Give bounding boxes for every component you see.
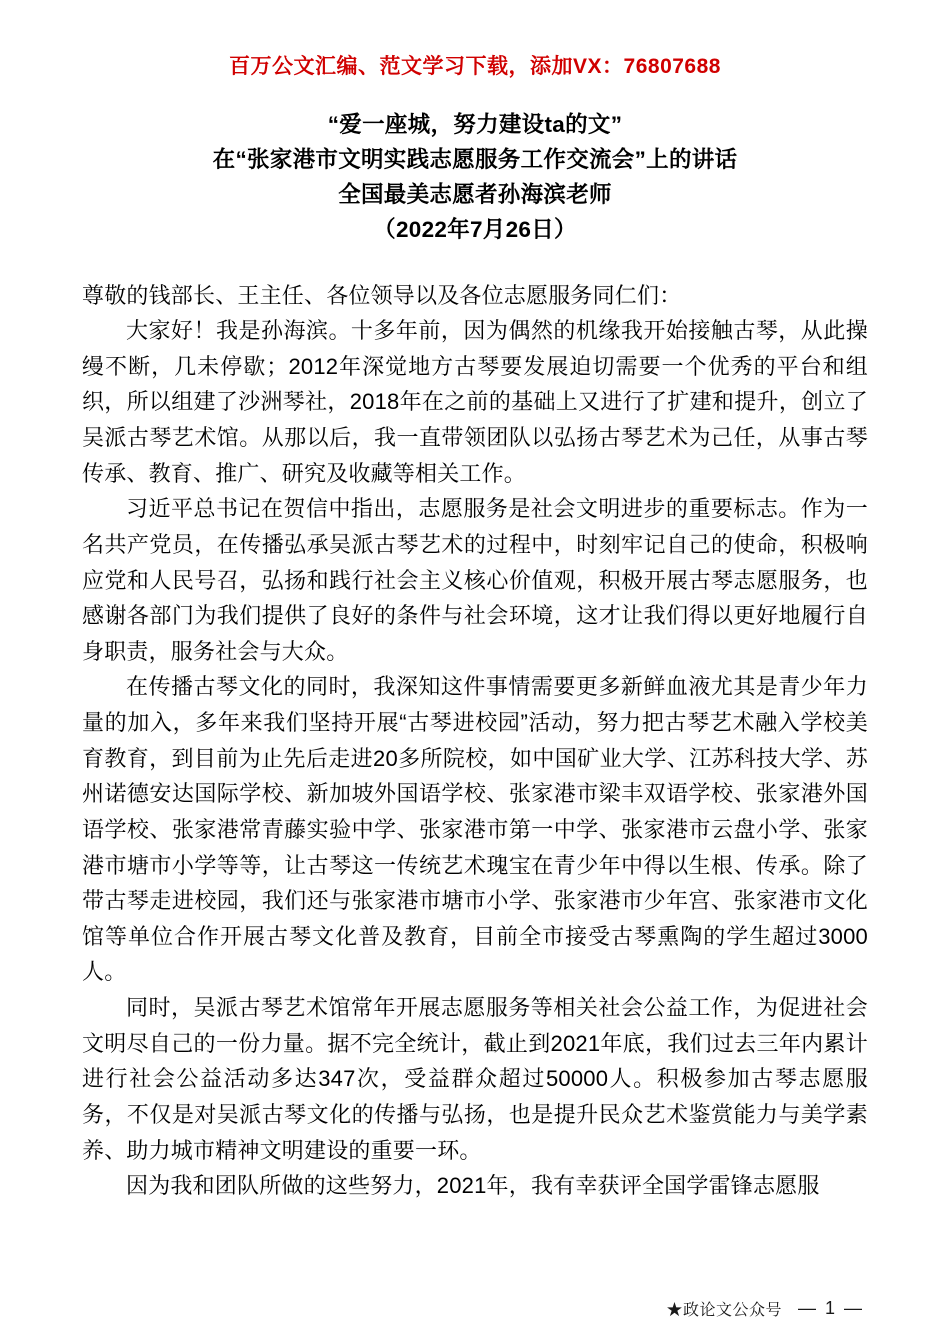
body-paragraph-1: 大家好！我是孙海滨。十多年前，因为偶然的机缘我开始接触古琴，从此操缦不断，几未停歇；2012年深觉地方古琴要发展迫切需要一个优秀的平台和组织，所以组建了沙洲琴社，2018年在之前的基础上又进行了扩建和提升，创立了吴派古琴艺术馆。从那以后，我一直带领团队以弘扬古琴艺术为己任，从事古琴传承、教育、推广、研究及收藏等相关工作。 <box>82 318 868 486</box>
document-title-block <box>82 108 868 248</box>
body-paragraph-5: 因为我和团队所做的这些努力，2021年，我有幸获评全国学雷锋志愿服 <box>126 1173 820 1199</box>
page-number: — 1 — <box>797 1298 864 1318</box>
title-line-2: 在“张家港市文明实践志愿服务工作交流会”上的讲话 <box>212 146 738 172</box>
body-paragraph-2: 习近平总书记在贺信中指出，志愿服务是社会文明进步的重要标志。作为一名共产党员，在传播弘承吴派古琴艺术的过程中，时刻牢记自己的使命，积极响应党和人民号召，弘扬和践行社会主义核心价值观，积极开展古琴志愿服务，也感谢各部门为我们提供了良好的条件与社会环境，这才让我们得以更好地履行自身职责，服务社会与大众。 <box>82 496 868 664</box>
page-footer <box>0 1297 950 1320</box>
title-line-4-date: （2022年7月26日） <box>373 216 577 242</box>
advertisement-banner: 百万公文汇编、范文学习下载，添加VX：76807688 <box>229 55 721 78</box>
salutation: 尊敬的钱部长、王主任、各位领导以及各位志愿服务同仁们： <box>82 282 682 308</box>
body-paragraph-4: 同时，吴派古琴艺术馆常年开展志愿服务等相关社会公益工作，为促进社会文明尽自己的一份力量。据不完全统计，截止到2021年底，我们过去三年内累计进行社会公益活动多达347次，受益群众超过50000人。积极参加古琴志愿服务，不仅是对吴派古琴文化的传播与弘扬，也是提升民众艺术鉴赏能力与美学素养、助力城市精神文明建设的重要一环。 <box>82 995 868 1163</box>
document-body <box>82 278 868 1204</box>
title-line-3: 全国最美志愿者孙海滨老师 <box>338 181 612 207</box>
body-paragraph-3: 在传播古琴文化的同时，我深知这件事情需要更多新鲜血液尤其是青少年力量的加入，多年来我们坚持开展“古琴进校园”活动，努力把古琴艺术融入学校美育教育，到目前为止先后走进20多所院校，如中国矿业大学、江苏科技大学、苏州诺德安达国际学校、新加坡外国语学校、张家港市梁丰双语学校、张家港外国语学校、张家港常青藤实验中学、张家港市第一中学、张家港市云盘小学、张家港市塘市小学等等，让古琴这一传统艺术瑰宝在青少年中得以生根、传承。除了带古琴走进校园，我们还与张家港市塘市小学、张家港市少年宫、张家港市文化馆等单位合作开展古琴文化普及教育，目前全市接受古琴熏陶的学生超过3000人。 <box>82 674 868 985</box>
footer-watermark: ★政论文公众号 <box>666 1302 782 1319</box>
title-line-1: “爱一座城，努力建设ta的文” <box>327 112 623 137</box>
